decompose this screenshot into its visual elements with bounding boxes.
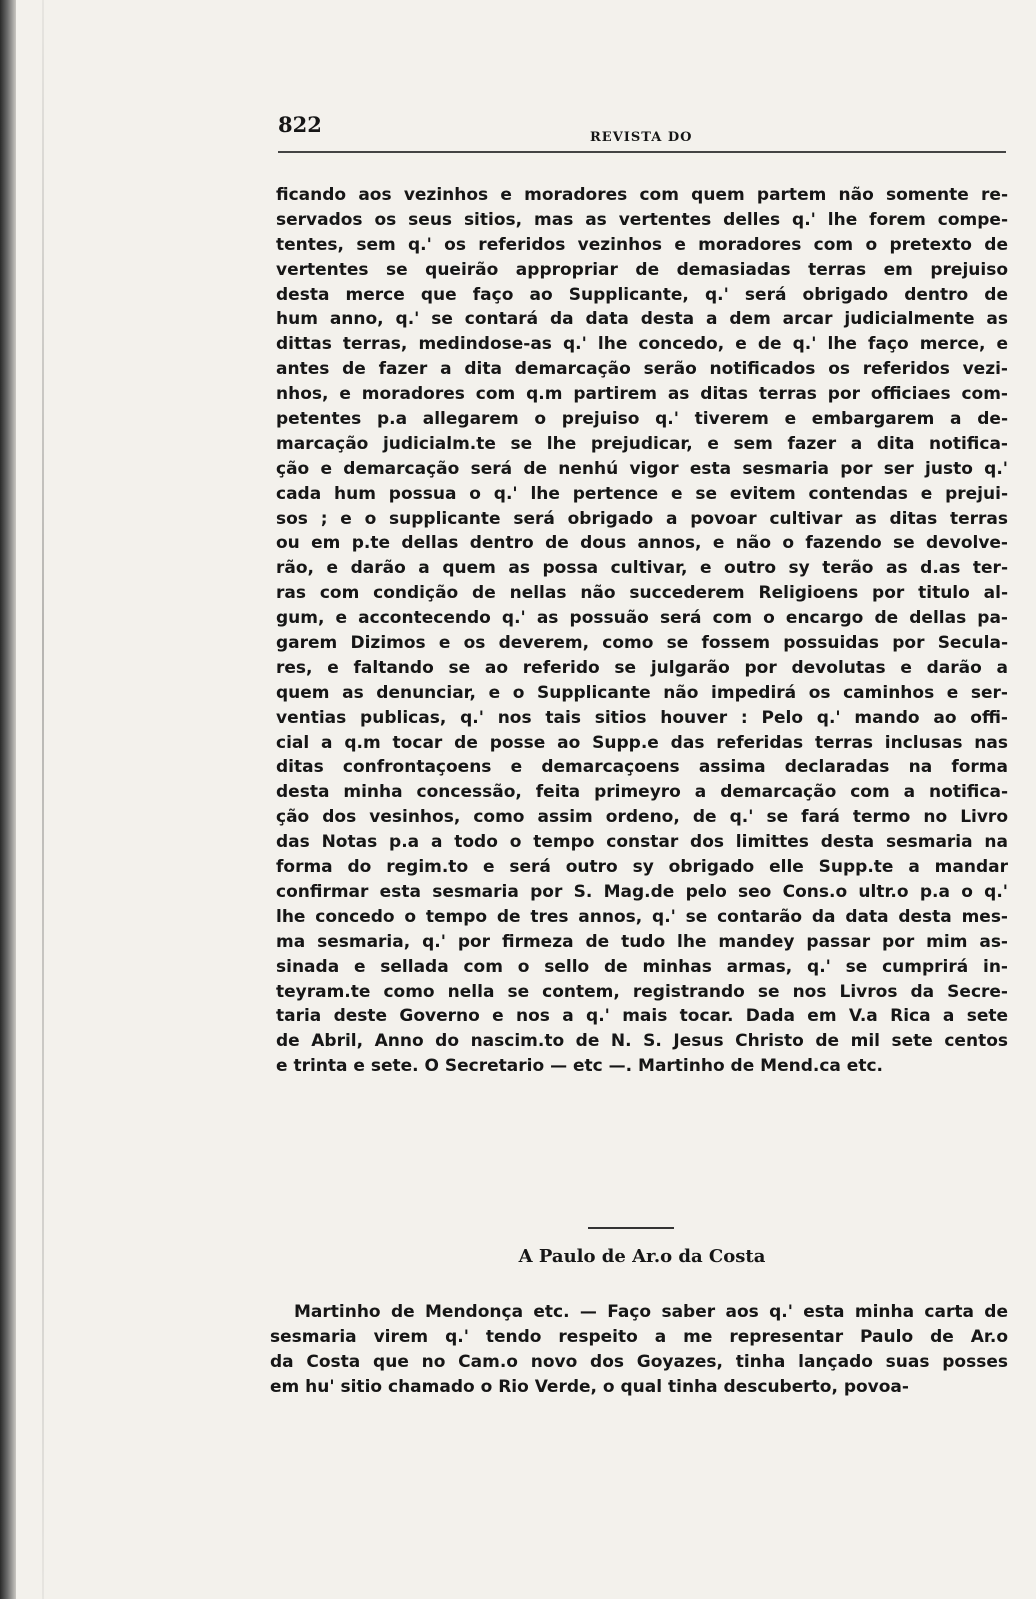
text-line: cial a q.m tocar de posse ao Supp.e das referidas terras inclusas nas <box>276 732 1008 753</box>
text-line: ou em p.te dellas dentro de dous annos, e não o fazendo se devolve- <box>276 533 1008 554</box>
header-rule <box>278 151 1006 153</box>
text-line: ras com condição de nellas não succederem Religioens por titulo al- <box>276 583 1008 604</box>
text-line: Martinho de Mendonça etc. — Faço saber aos q.' esta minha carta de <box>294 1302 1008 1322</box>
text-line: tentes, sem q.' os referidos vezinhos e moradores com o pretexto de <box>276 234 1008 255</box>
book-binding-edge <box>0 0 16 1599</box>
text-line: lhe concedo o tempo de tres annos, q.' se contarão da data desta mes- <box>276 906 1008 927</box>
text-line: ção e demarcação será de nenhú vigor esta sesmaria por ser justo q.' <box>276 458 1008 479</box>
text-line: marcação judicialm.te se lhe prejudicar, e sem fazer a dita notifica- <box>276 433 1008 454</box>
text-line: ficando aos vezinhos e moradores com quem partem não somente re- <box>276 185 1008 205</box>
text-line: sos ; e o supplicante será obrigado a povoar cultivar as ditas terras <box>276 508 1008 529</box>
text-line: hum anno, q.' se contará da data desta a dem arcar judicialmente as <box>276 309 1008 330</box>
text-line: servados os seus sitios, mas as vertentes delles q.' lhe forem compe- <box>276 209 1008 230</box>
text-line: gum, e accontecendo q.' as possuão será com o encargo de dellas pa- <box>276 608 1008 629</box>
page-header <box>278 112 1008 152</box>
text-line: taria deste Governo e nos a q.' mais tocar. Dada em V.a Rica a sete <box>276 1006 1008 1027</box>
text-line: res, e faltando se ao referido se julgarão por devolutas e darão a <box>276 657 1008 678</box>
text-line: nhos, e moradores com q.m partirem as ditas terras por officiaes com- <box>276 384 1008 405</box>
text-line: cada hum possua o q.' lhe pertence e se evitem contendas e prejui- <box>276 483 1008 504</box>
text-line: garem Dizimos e os deverem, como se fossem possuidas por Secula- <box>276 633 1008 654</box>
text-line: forma do regim.to e será outro sy obrigado elle Supp.te a mandar <box>276 857 1008 878</box>
text-line: confirmar esta sesmaria por S. Mag.de pelo seo Cons.o ultr.o p.a o q.' <box>276 881 1008 902</box>
page-number: 822 <box>278 112 322 137</box>
text-line: ma sesmaria, q.' por firmeza de tudo lhe mandey passar por mim as- <box>276 931 1008 952</box>
text-line: de Abril, Anno do nascim.to de N. S. Jesus Christo de mil sete centos <box>276 1031 1008 1052</box>
text-line: das Notas p.a a todo o tempo constar dos limittes desta sesmaria na <box>276 832 1008 853</box>
text-line: vertentes se queirão appropriar de demasiadas terras em prejuiso <box>276 259 1008 280</box>
text-line: dittas terras, medindose-as q.' lhe concedo, e de q.' lhe faço merce, e <box>276 334 1008 355</box>
text-line: sinada e sellada com o sello de minhas armas, q.' se cumprirá in- <box>276 956 1008 977</box>
book-gutter-shadow <box>42 0 44 1599</box>
text-line: rão, e darão a quem as possa cultivar, e outro sy terão as d.as ter- <box>276 558 1008 579</box>
text-line: teyram.te como nella se contem, registrando se nos Livros da Secre- <box>276 981 1008 1002</box>
running-head: REVISTA DO <box>590 130 693 145</box>
text-line: em hu' sitio chamado o Rio Verde, o qual tinha descuberto, povoa- <box>270 1377 909 1397</box>
text-line: ção dos vesinhos, como assim ordeno, de q.' se fará termo no Livro <box>276 807 1008 828</box>
text-line: ventias publicas, q.' nos tais sitios houver : Pelo q.' mando ao offi- <box>276 707 1008 728</box>
text-line: desta merce que faço ao Supplicante, q.' será obrigado dentro de <box>276 284 1008 305</box>
section-divider <box>588 1227 674 1229</box>
text-line: petentes p.a allegarem o prejuiso q.' tiverem e embargarem a de- <box>276 409 1008 430</box>
text-line: ditas confrontaçoens e demarcaçoens assima declaradas na forma <box>276 757 1008 778</box>
text-line: sesmaria virem q.' tendo respeito a me representar Paulo de Ar.o <box>270 1327 1008 1347</box>
text-line: antes de fazer a dita demarcação serão notificados os referidos vezi- <box>276 359 1008 380</box>
section-body <box>270 1300 1008 1400</box>
body-text <box>276 183 1008 1079</box>
text-line: da Costa que no Cam.o novo dos Goyazes, tinha lançado suas posses <box>270 1352 1008 1372</box>
text-line: e trinta e sete. O Secretario — etc —. Martinho de Mend.ca etc. <box>276 1056 884 1077</box>
text-line: desta minha concessão, feita primeyro a demarcação com a notifica- <box>276 782 1008 803</box>
section-title: A Paulo de Ar.o da Costa <box>518 1246 766 1267</box>
text-line: quem as denunciar, e o Supplicante não impedirá os caminhos e ser- <box>276 682 1008 703</box>
